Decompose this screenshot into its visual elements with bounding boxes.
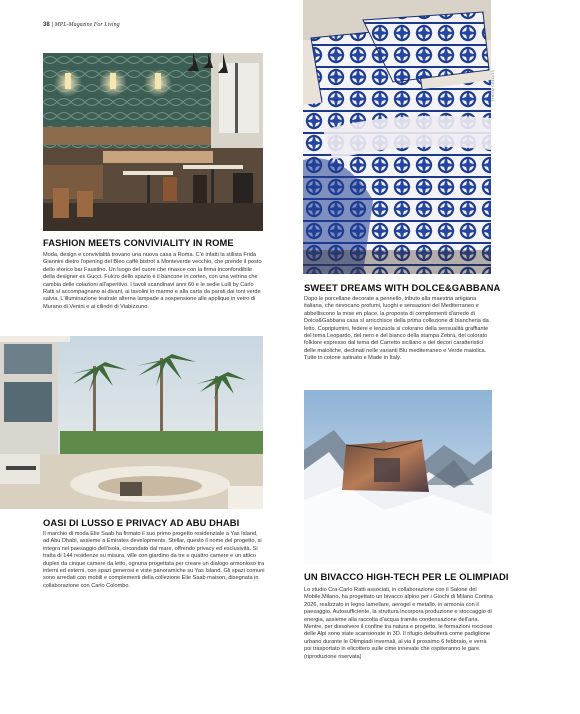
rome-bistrot-photo <box>43 53 263 231</box>
dolce-gabbana-bedding-photo <box>303 0 491 274</box>
article-title-bivouac: UN BIVACCO HIGH-TECH PER LE OLIMPIADI <box>304 571 509 582</box>
article-body-rome: Moda, design e convivialità trovano una nuova casa a Roma. C'è infatti la stilista Frida Giannini dietro l'opening del Bleo caffè bistrot a Monteverde vecchio, che prende il posto dello storico bar Faustino. Un luogo del cuore che rinasce con la firma inconfondibile della designer ex Gucci. Fulcro dello spazio è il bancone in corten, con una vetrina che cambia delle colazioni all'aperitivo. I tavoli scandinavi anni 60 e le sedie Lulli by Carlo Ratti si accompagnano ai divani, ai tavolini in marmo e alla carta da parati dai toni verde salvia. L'illuminazione teatrale alterna lampade a sospensione alle applique in vetro di Murano di Venini e ai cilindri di Viabizzuno. <box>43 252 262 310</box>
article-body-abu-dhabi: Il marchio di moda Elie Saab ha firmato il suo primo progetto residenziale a Yas Island, ad Abu Dhabi, assieme a Emirates developments. Stellar, questo il nome del progetto, si integra nel paesaggio dell'isola, circondato dal mare, offrendo privacy ed esclusività. Si tratta di 144 residenze su misura, ville con giardino da tre e quattro camere e un attico duplex da cinque camere da letto, ognuna progettata per creare un dialogo armonioso tra interni ed esterni, con spazi generosi e viste panoramiche su Yas Island. Gli spazi comuni sono arredati con mobili e complementi della collezione Elie Saab maison, disegnata in collaborazione con Carlo Colombo. <box>43 531 265 589</box>
page-number: 38 <box>43 22 50 28</box>
header-separator: | <box>51 22 53 28</box>
article-body-dolce-gabbana: Dopo le porcellane decorate a pennello, tributo alla maestria artigiana italiana, che rievocano profumi, luoghi e sensazioni del Mediterraneo e abbelliscono la mise en place, la proposta di complementi d'arredo di Dolce&Gabbana casa si arricchisce della prima collezione di biancheria da letto. Copripiumini, federe e lenzuola si colorano della sensualità graffiante del tema Leopardo, del nero e del bianco della stampa Zebra, del colorato folklore espresso dal tema del Carretto siciliano e dei decori caratteristici delle maioliche, declinati nelle varianti Blu mediterraneo e Verde maiolica. Tutte in cotone satinato e Made in Italy. <box>304 296 489 362</box>
abu-dhabi-villa-photo <box>0 336 263 509</box>
magazine-title: MPL-Magazine For Living <box>54 22 120 28</box>
alpine-bivouac-photo <box>304 390 492 564</box>
page-header <box>43 22 120 28</box>
article-body-bivouac: Lo studio Cra-Carlo Ratti associati, in collaborazione con il Salone del Mobile.Milano, ha progettato un bivacco alpino per i Giochi di Milano Cortina 2026, realizzato in legno lamellare, aerogel e metallo, in armonia con il paesaggio. Autosufficiente, la struttura incorpora produzione e stoccaggio di energia, assieme alla raccolta d'acqua tramite condensazione dell'aria. Mentre, per dissolvere il confine tra natura e progetto, le formazioni rocciose delle Alpi sono state scansionate in 3D. Il rifugio debutterà come padiglione urbano durante le Olimpiadi invernali, al via il prossimo 6 febbraio, e verrà poi trasportato in elicottero sulle cime innevate che ospiteranno le gare. (riproduzione riservata) <box>304 587 493 660</box>
article-title-dolce-gabbana: SWEET DREAMS WITH DOLCE&GABBANA <box>304 282 501 293</box>
photo-credit: PHOTO CREDITS <box>491 70 495 102</box>
article-title-rome: FASHION MEETS CONVIVIALITY IN ROME <box>43 237 234 248</box>
article-title-abu-dhabi: OASI DI LUSSO E PRIVACY AD ABU DHABI <box>43 517 240 528</box>
